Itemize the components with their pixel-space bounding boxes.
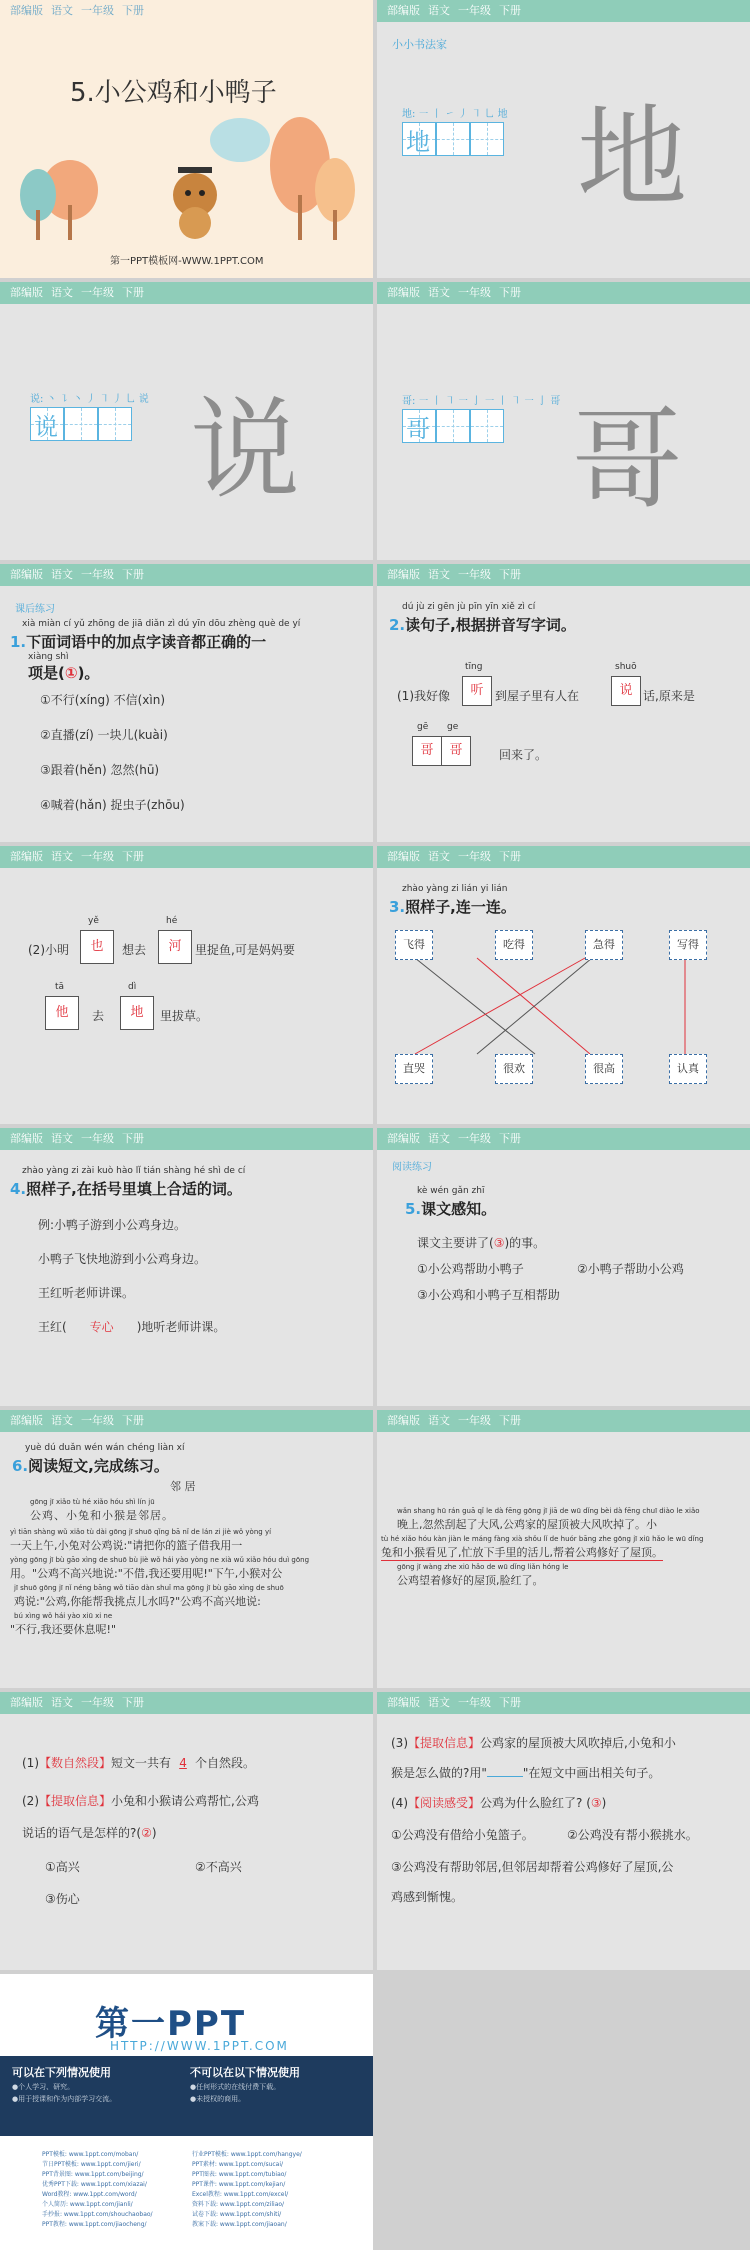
- pinyin: hé: [166, 916, 178, 926]
- passage-line: 公鸡、小兔和小猴是邻居。: [30, 1509, 174, 1522]
- pinyin-line: yòng gōng jī bù gāo xìng de shuō bù jiè wǒ hái yào yòng ne xià wǔ xiǎo hóu duì gōng: [10, 1556, 310, 1564]
- sentence-text: 里捉鱼,可是妈妈要: [195, 943, 295, 957]
- pinyin: dì: [128, 982, 137, 992]
- brand-logo: 第一PPT: [95, 2004, 247, 2044]
- passage-line: 鸡说:"公鸡,你能帮我挑点儿水吗?"公鸡不高兴地说:: [14, 1595, 261, 1608]
- big-char: 地: [577, 94, 687, 222]
- sentence-text: 话,原来是: [643, 689, 695, 703]
- grid-cell: [98, 407, 132, 441]
- sentence-text: 里拔草。: [160, 1009, 209, 1023]
- question-title: 3.照样子,连一连。: [389, 898, 516, 916]
- option-1: ①不行(xíng) 不信(xìn): [40, 693, 165, 707]
- slide-reading: [0, 1410, 373, 1688]
- pinyin: gē: [417, 722, 429, 732]
- slide-header: 部编版 语文 一年级 下册: [0, 1692, 373, 1714]
- option-2: ②小鸭子帮助小公鸡: [577, 1262, 684, 1276]
- slide-questions-1: [0, 1692, 373, 1970]
- footer-link[interactable]: 资料下载: www.1ppt.com/ziliao/: [192, 2201, 285, 2208]
- section-tag: 小小书法家: [392, 38, 447, 51]
- pinyin-line: zhào yàng zi lián yi lián: [402, 884, 508, 894]
- footer-link[interactable]: PPT教程: www.1ppt.com/jiaocheng/: [42, 2221, 147, 2228]
- footer-link[interactable]: 行业PPT模板: www.1ppt.com/hangye/: [192, 2151, 302, 2158]
- pinyin-line: tù hé xiǎo hóu kàn jiàn le máng fàng xià shǒu lǐ de huór bāng zhe gōng jī xiū hǎo le wū dǐng: [381, 1535, 704, 1543]
- section-tag: 阅读练习: [392, 1162, 432, 1173]
- pinyin-line: xià miàn cí yǔ zhōng de jiā diǎn zì dú yīn dōu zhèng què de yí: [22, 619, 301, 629]
- grid-cell: [436, 409, 470, 443]
- sentence-text: 到屋子里有人在: [495, 689, 580, 703]
- exercise-line: 王红( 专心 )地听老师讲课。: [38, 1320, 226, 1334]
- slide-exercise-1: [0, 564, 373, 842]
- grid-cell: [64, 407, 98, 441]
- pinyin-line: yuè dú duǎn wén wán chéng liàn xí: [25, 1443, 185, 1453]
- option-2: ②直播(zí) 一块儿(kuài): [40, 728, 168, 742]
- section-tag: 课后练习: [15, 604, 55, 615]
- option-1: ①公鸡没有借给小兔篮子。: [391, 1828, 534, 1842]
- footer-link[interactable]: 手抄报: www.1ppt.com/shouchaobao/: [42, 2211, 153, 2218]
- passage-title: 邻 居: [170, 1480, 196, 1493]
- grid-char: 地: [406, 128, 430, 156]
- slide-header: 部编版 语文 一年级 下册: [10, 4, 144, 17]
- stroke-order: 哥: ㇐ 丨 ㇕ ㇐ 亅 ㇐ 丨 ㇕ ㇐ 亅 哥: [402, 396, 561, 407]
- match-bottom-3: 很高: [585, 1054, 623, 1084]
- match-top-2: 吃得: [495, 930, 533, 960]
- question-1: (1)【数自然段】短文一共有 4 个自然段。: [22, 1756, 256, 1770]
- footer-link[interactable]: 个人简历: www.1ppt.com/jianli/: [42, 2201, 133, 2208]
- footer-link[interactable]: PPT素材: www.1ppt.com/sucai/: [192, 2161, 284, 2168]
- slide-header: 部编版 语文 一年级 下册: [377, 282, 750, 304]
- pinyin-line: dú jù zi gēn jù pīn yīn xiě zì cí: [402, 602, 536, 612]
- footer-link[interactable]: 优秀PPT下载: www.1ppt.com/xiazai/: [42, 2181, 147, 2188]
- question-title: 2.读句子,根据拼音写字词。: [389, 616, 576, 634]
- pinyin: tā: [55, 982, 65, 992]
- usage-can-1: ●个人学习、研究。: [12, 2083, 75, 2091]
- pinyin-line: gōng jī wàng zhe xiū hǎo de wū dǐng liǎn hóng le: [397, 1563, 569, 1571]
- question-2-line2: 说话的语气是怎样的?(②): [22, 1826, 157, 1840]
- slide-header: 部编版 语文 一年级 下册: [0, 1128, 373, 1150]
- stroke-order: 说: 丶 ㇊ 丶 丿 ㇕ 丿 乚 说: [30, 394, 149, 405]
- slide-header: 部编版 语文 一年级 下册: [377, 0, 750, 22]
- option-1: ①高兴: [45, 1860, 80, 1874]
- answer-box: 听: [462, 676, 492, 706]
- match-bottom-4: 认真: [669, 1054, 707, 1084]
- answer-box: 也: [80, 930, 114, 964]
- footer-link[interactable]: Excel教程: www.1ppt.com/excel/: [192, 2191, 289, 2198]
- links-right: [192, 2150, 302, 2230]
- usage-can-2: ●用于授课和作为内部学习交流。: [12, 2095, 117, 2103]
- option-3: ③公鸡没有帮助邻居,但邻居却帮着公鸡修好了屋顶,公: [391, 1860, 674, 1874]
- slide-exercise-4: [0, 1128, 373, 1406]
- answer-box: 哥: [412, 736, 442, 766]
- pinyin-line: kè wén gǎn zhī: [417, 1186, 485, 1196]
- grid-cell: [436, 122, 470, 156]
- match-top-3: 急得: [585, 930, 623, 960]
- footer-link[interactable]: 教案下载: www.1ppt.com/jiaoan/: [192, 2221, 287, 2228]
- question-3: (3)【提取信息】公鸡家的屋顶被大风吹掉后,小兔和小: [391, 1736, 676, 1750]
- slide-header: 部编版 语文 一年级 下册: [377, 1410, 750, 1432]
- grid-char: 说: [34, 413, 58, 441]
- option-3: ③跟着(hěn) 忽然(hū): [40, 763, 160, 777]
- footer-link[interactable]: PPT课件: www.1ppt.com/kejian/: [192, 2181, 286, 2188]
- slide-exercise-5: [377, 1128, 750, 1406]
- usage-cannot-1: ●任何形式的在线付费下载。: [190, 2083, 281, 2091]
- question-3-line2: 猴是怎么做的?用" "在短文中画出相关句子。: [391, 1766, 661, 1780]
- slide-header: 部编版 语文 一年级 下册: [377, 1692, 750, 1714]
- pinyin: yě: [88, 916, 99, 926]
- passage-line: 公鸡望着修好的屋顶,脸红了。: [397, 1574, 544, 1587]
- slide-header: 部编版 语文 一年级 下册: [0, 1410, 373, 1432]
- pinyin-line: gōng jī xiǎo tù hé xiǎo hóu shì lín jū: [30, 1498, 155, 1506]
- option-3: ③小公鸡和小鸭子互相帮助: [417, 1288, 560, 1302]
- option-3: ③伤心: [45, 1892, 80, 1906]
- links-left: [42, 2150, 153, 2230]
- big-char: 哥: [572, 396, 682, 524]
- answer-box: 他: [45, 996, 79, 1030]
- pinyin: tīng: [465, 662, 483, 672]
- slide-exercise-2b: [0, 846, 373, 1124]
- option-4: ④喊着(hǎn) 捉虫子(zhōu): [40, 798, 185, 812]
- passage-line: 一天上午,小兔对公鸡说:"请把你的篮子借我用一: [10, 1539, 243, 1552]
- passage-line: 晚上,忽然刮起了大风,公鸡家的屋顶被大风吹掉了。小: [397, 1518, 657, 1531]
- slide-header: 部编版 语文 一年级 下册: [377, 846, 750, 868]
- question-title: 5.课文感知。: [405, 1200, 497, 1218]
- answer-box: 河: [158, 930, 192, 964]
- slide-header: 部编版 语文 一年级 下册: [377, 1128, 750, 1150]
- slide-calligraphy-ge: [377, 282, 750, 560]
- footer-link[interactable]: PPT图表: www.1ppt.com/tubiao/: [192, 2171, 287, 2178]
- usage-can-title: 可以在下列情况使用: [12, 2066, 111, 2079]
- pinyin-line: xiàng shì: [28, 652, 69, 662]
- cover-illustration: [10, 95, 365, 245]
- match-top-1: 飞得: [395, 930, 433, 960]
- footer-link[interactable]: PPT模板: www.1ppt.com/moban/: [42, 2151, 139, 2158]
- pinyin-line: zhào yàng zi zài kuò hào lǐ tián shàng hé shì de cí: [22, 1166, 246, 1176]
- match-bottom-1: 直哭: [395, 1054, 433, 1084]
- question-2: (2)【提取信息】小兔和小猴请公鸡帮忙,公鸡: [22, 1794, 259, 1808]
- answer-box: 地: [120, 996, 154, 1030]
- grid-cell: [470, 409, 504, 443]
- passage-line: 用。"公鸡不高兴地说:"不借,我还要用呢!"下午,小猴对公: [10, 1567, 283, 1580]
- slide-calligraphy-shuo: [0, 282, 373, 560]
- option-2: ②公鸡没有帮小猴挑水。: [567, 1828, 698, 1842]
- usage-cannot-2: ●未授权的商用。: [190, 2095, 246, 2103]
- example-line: 小鸭子飞快地游到小公鸡身边。: [38, 1252, 207, 1266]
- cover-site: 第一PPT模板网-WWW.1PPT.COM: [110, 256, 264, 267]
- footer-link[interactable]: PPT背景图: www.1ppt.com/beijing/: [42, 2171, 144, 2178]
- pinyin-line: jī shuō gōng jī nǐ néng bāng wǒ tiāo dàn shuǐ ma gōng jī bù gāo xìng de shuō: [14, 1584, 284, 1592]
- pinyin: shuō: [615, 662, 637, 672]
- big-char: 说: [190, 386, 300, 514]
- match-bottom-2: 很欢: [495, 1054, 533, 1084]
- passage-line: "不行,我还要休息呢!": [10, 1623, 117, 1636]
- match-top-4: 写得: [669, 930, 707, 960]
- brand-url: HTTP://WWW.1PPT.COM: [110, 2039, 289, 2053]
- slide-header: 部编版 语文 一年级 下册: [0, 846, 373, 868]
- grid-char: 哥: [406, 415, 430, 443]
- slide-exercise-3: [377, 846, 750, 1124]
- question-title: 1.下面词语中的加点字读音都正确的一: [10, 633, 267, 651]
- footer-link[interactable]: 试卷下载: www.1ppt.com/shiti/: [192, 2211, 282, 2218]
- footer-link[interactable]: 节日PPT模板: www.1ppt.com/jieri/: [42, 2161, 141, 2168]
- example-line: 例:小鸭子游到小公鸡身边。: [38, 1218, 187, 1232]
- question-line2: 项是(①)。: [28, 664, 100, 682]
- question-title: 4.照样子,在括号里填上合适的词。: [10, 1180, 242, 1198]
- usage-cannot-title: 不可以在以下情况使用: [190, 2066, 300, 2079]
- pinyin-line: wǎn shang hū rán guā qǐ le dà fēng gōng jī jiā de wū dǐng bèi dà fēng chuī diào le xiǎo: [397, 1507, 700, 1515]
- sentence-text: 去: [92, 1009, 105, 1023]
- option-3-line2: 鸡感到惭愧。: [391, 1890, 464, 1904]
- slide-header: 部编版 语文 一年级 下册: [0, 282, 373, 304]
- pinyin-line: bú xìng wǒ hái yào xiū xi ne: [14, 1612, 113, 1620]
- grid-cell: [470, 122, 504, 156]
- sentence-text: (1)我好像: [397, 689, 450, 703]
- question-title: 6.阅读短文,完成练习。: [12, 1457, 169, 1475]
- slide-header: 部编版 语文 一年级 下册: [0, 564, 373, 586]
- option-1: ①小公鸡帮助小鸭子: [417, 1262, 524, 1276]
- sentence-text: (2)小明: [28, 943, 69, 957]
- pinyin-line: yì tiān shàng wǔ xiǎo tù dài gōng jī shuō qǐng bā nǐ de lán zi jiè wǒ yòng yí: [10, 1528, 272, 1536]
- sentence-text: 想去: [122, 943, 147, 957]
- slide-end: [0, 1974, 373, 2250]
- answer-box: 哥: [441, 736, 471, 766]
- slide-questions-2: [377, 1692, 750, 1970]
- cover-title: 5.小公鸡和小鸭子: [70, 78, 277, 108]
- question-4: (4)【阅读感受】公鸡为什么脸红了? (③): [391, 1796, 607, 1810]
- slide-exercise-2: [377, 564, 750, 842]
- slide-calligraphy-di: [377, 0, 750, 278]
- exercise-line: 王红听老师讲课。: [38, 1286, 135, 1300]
- pinyin: ge: [447, 722, 459, 732]
- option-2: ②不高兴: [195, 1860, 242, 1874]
- slide-header: 部编版 语文 一年级 下册: [377, 564, 750, 586]
- stroke-order: 地: ㇐ 丨 ㇀ 丿 ㇕ 乚 地: [402, 109, 508, 120]
- answer-box: 说: [611, 676, 641, 706]
- question-line: 课文主要讲了(③)的事。: [417, 1236, 546, 1250]
- passage-line-underlined: 兔和小猴看见了,忙放下手里的活儿,帮着公鸡修好了屋顶。: [381, 1546, 663, 1559]
- footer-link[interactable]: Word教程: www.1ppt.com/word/: [42, 2191, 137, 2198]
- slide-reading-2: [377, 1410, 750, 1688]
- slide-cover: [0, 0, 373, 278]
- sentence-text: 回来了。: [499, 748, 548, 762]
